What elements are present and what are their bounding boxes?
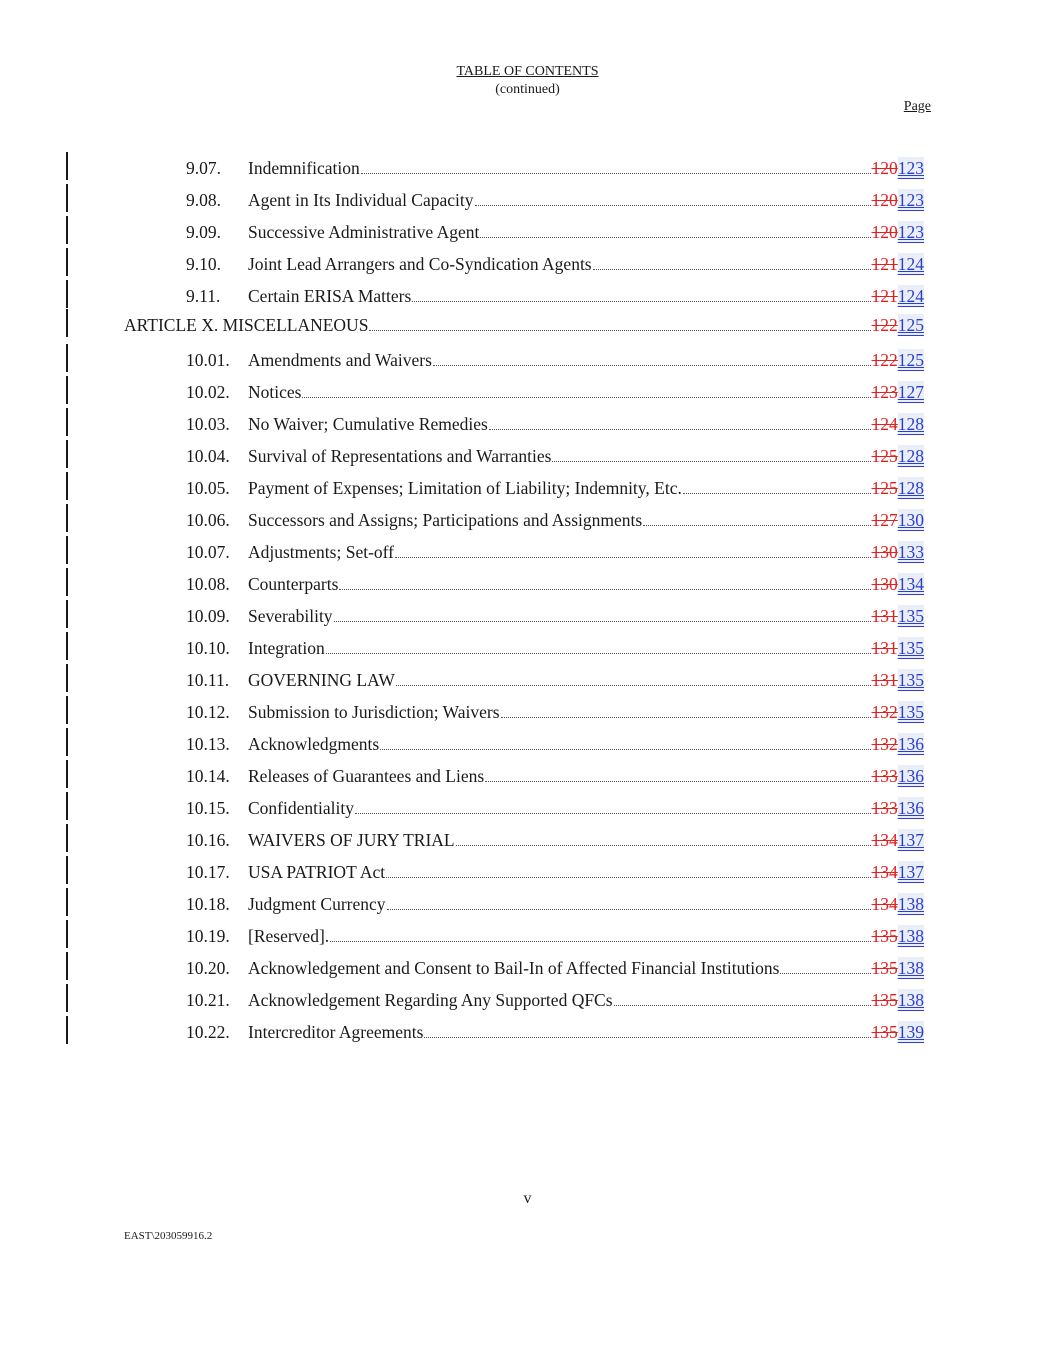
- dot-leader: [361, 173, 871, 174]
- deleted-page-number: 120: [871, 158, 898, 178]
- toc-entry: [0, 701, 1055, 723]
- revision-bar: [66, 408, 68, 436]
- deleted-page-number: 135: [871, 990, 898, 1010]
- revision-bar: [66, 152, 68, 180]
- toc-entry-number: 10.04.: [186, 446, 230, 466]
- toc-entry-title[interactable]: Releases of Guarantees and Liens: [248, 766, 485, 786]
- toc-entry-number: 9.10.: [186, 254, 221, 274]
- toc-entry-title[interactable]: Acknowledgments: [248, 734, 380, 754]
- inserted-page-number[interactable]: 135: [897, 638, 924, 658]
- toc-entry-title[interactable]: Counterparts: [248, 574, 339, 594]
- toc-entry-number: 10.11.: [186, 670, 230, 690]
- toc-entry-line[interactable]: [248, 285, 924, 307]
- toc-entry-title[interactable]: Payment of Expenses; Limitation of Liability; Indemnity, Etc.: [248, 478, 682, 498]
- toc-entry-title[interactable]: Successive Administrative Agent: [248, 222, 480, 242]
- deleted-page-number: 125: [871, 446, 898, 466]
- toc-entry-number: 10.14.: [186, 766, 230, 786]
- toc-entry-number: 10.15.: [186, 798, 230, 818]
- toc-entry-number: 10.21.: [186, 990, 230, 1010]
- toc-entry-line[interactable]: [248, 637, 924, 659]
- toc-entry-line[interactable]: [248, 573, 924, 595]
- toc-entry-title[interactable]: ARTICLE X. MISCELLANEOUS: [124, 315, 369, 335]
- inserted-page-number[interactable]: 128: [897, 414, 924, 434]
- inserted-page-number[interactable]: 123: [897, 158, 924, 178]
- inserted-page-number[interactable]: 125: [897, 315, 924, 335]
- toc-entry: [0, 349, 1055, 371]
- dot-leader: [369, 330, 870, 331]
- inserted-page-number[interactable]: 134: [897, 574, 924, 594]
- dot-leader: [780, 973, 870, 974]
- inserted-page-number[interactable]: 123: [897, 190, 924, 210]
- dot-leader: [396, 685, 871, 686]
- dot-leader: [614, 1005, 871, 1006]
- dot-leader: [326, 653, 871, 654]
- deleted-page-number: 135: [871, 958, 898, 978]
- revision-bar: [66, 664, 68, 692]
- toc-entry-title[interactable]: Certain ERISA Matters: [248, 286, 412, 306]
- toc-entry-number: 10.13.: [186, 734, 230, 754]
- toc-entry-number: 10.03.: [186, 414, 230, 434]
- deleted-page-number: 132: [871, 734, 898, 754]
- toc-entry-title[interactable]: Acknowledgement and Consent to Bail-In of Affected Financial Institutions: [248, 958, 780, 978]
- deleted-page-number: 122: [871, 315, 898, 335]
- inserted-page-number[interactable]: 124: [897, 286, 924, 306]
- toc-entry-title[interactable]: Severability: [248, 606, 333, 626]
- toc-entry-number: 10.19.: [186, 926, 230, 946]
- toc-entry-number: 9.08.: [186, 190, 221, 210]
- toc-entry: [0, 957, 1055, 979]
- deleted-page-number: 134: [871, 894, 898, 914]
- toc-entry-line[interactable]: [248, 861, 924, 883]
- dot-leader: [424, 1037, 870, 1038]
- revision-bar: [66, 984, 68, 1012]
- dot-leader: [386, 877, 870, 878]
- toc-entry-line[interactable]: [248, 925, 924, 947]
- toc-entry: [0, 285, 1055, 307]
- toc-entry: [0, 829, 1055, 851]
- dot-leader: [552, 461, 870, 462]
- dot-leader: [593, 269, 871, 270]
- deleted-page-number: 133: [871, 766, 898, 786]
- toc-entry: [0, 733, 1055, 755]
- toc-entry-number: 9.07.: [186, 158, 221, 178]
- toc-entry-title[interactable]: Acknowledgement Regarding Any Supported QFCs: [248, 990, 613, 1010]
- inserted-page-number[interactable]: 138: [897, 894, 924, 914]
- toc-entry-line[interactable]: [248, 349, 924, 371]
- toc-entry: [0, 861, 1055, 883]
- document-id: EAST\203059916.2: [124, 1230, 213, 1242]
- toc-entry-line[interactable]: [248, 797, 924, 819]
- deleted-page-number: 131: [871, 638, 898, 658]
- dot-leader: [339, 589, 870, 590]
- deleted-page-number: 122: [871, 350, 898, 370]
- deleted-page-number: 120: [871, 222, 898, 242]
- toc-entry-title[interactable]: Amendments and Waivers: [248, 350, 432, 370]
- revision-bar: [66, 309, 68, 337]
- toc-entry-number: 10.06.: [186, 510, 230, 530]
- dot-leader: [489, 429, 871, 430]
- toc-entry-title[interactable]: Intercreditor Agreements: [248, 1022, 424, 1042]
- toc-entry-title[interactable]: Successors and Assigns; Participations and Assignments: [248, 510, 643, 530]
- page-column-label: Page: [903, 99, 931, 114]
- toc-entry-line[interactable]: [248, 541, 924, 563]
- toc-entry-line[interactable]: [248, 381, 924, 403]
- toc-entry-title[interactable]: Judgment Currency: [248, 894, 386, 914]
- toc-entry-line[interactable]: [248, 605, 924, 627]
- deleted-page-number: 127: [871, 510, 898, 530]
- dot-leader: [330, 941, 870, 942]
- inserted-page-number[interactable]: 135: [897, 606, 924, 626]
- toc-entry-title[interactable]: WAIVERS OF JURY TRIAL: [248, 830, 455, 850]
- toc-article-heading: [0, 314, 1055, 336]
- deleted-page-number: 134: [871, 830, 898, 850]
- toc-entry-line[interactable]: [124, 314, 924, 336]
- toc-subtitle: (continued): [495, 82, 560, 97]
- toc-entry: [0, 253, 1055, 275]
- revision-bar: [66, 792, 68, 820]
- toc-entry-title[interactable]: USA PATRIOT Act: [248, 862, 386, 882]
- toc-entry-title[interactable]: [Reserved].: [248, 926, 330, 946]
- inserted-page-number[interactable]: 135: [897, 670, 924, 690]
- toc-entry-number: 9.11.: [186, 286, 221, 306]
- revision-bar: [66, 632, 68, 660]
- dot-leader: [355, 813, 871, 814]
- revision-bar: [66, 344, 68, 372]
- toc-entry: [0, 413, 1055, 435]
- toc-entry-title[interactable]: Submission to Jurisdiction; Waivers: [248, 702, 500, 722]
- toc-entry: [0, 189, 1055, 211]
- toc-entry-number: 10.01.: [186, 350, 230, 370]
- dot-leader: [475, 205, 871, 206]
- toc-entry-number: 10.17.: [186, 862, 230, 882]
- toc-entry: [0, 605, 1055, 627]
- inserted-page-number[interactable]: 136: [897, 734, 924, 754]
- dot-leader: [643, 525, 870, 526]
- toc-entry-line[interactable]: [248, 445, 924, 467]
- revision-bar: [66, 248, 68, 276]
- toc-entry: [0, 509, 1055, 531]
- toc-entry: [0, 669, 1055, 691]
- inserted-page-number[interactable]: 128: [897, 446, 924, 466]
- revision-bar: [66, 824, 68, 852]
- dot-leader: [456, 845, 871, 846]
- inserted-page-number[interactable]: 124: [897, 254, 924, 274]
- toc-entry-line[interactable]: [248, 253, 924, 275]
- revision-bar: [66, 600, 68, 628]
- deleted-page-number: 132: [871, 702, 898, 722]
- deleted-page-number: 135: [871, 1022, 898, 1042]
- dot-leader: [683, 493, 871, 494]
- revision-bar: [66, 952, 68, 980]
- inserted-page-number[interactable]: 133: [897, 542, 924, 562]
- toc-entry-title[interactable]: No Waiver; Cumulative Remedies: [248, 414, 488, 434]
- toc-entry-number: 10.02.: [186, 382, 230, 402]
- toc-entry-line[interactable]: [248, 157, 924, 179]
- revision-bar: [66, 728, 68, 756]
- revision-bar: [66, 568, 68, 596]
- toc-entry: [0, 221, 1055, 243]
- toc-entry-line[interactable]: [248, 477, 924, 499]
- inserted-page-number[interactable]: 128: [897, 478, 924, 498]
- toc-entry-line[interactable]: [248, 413, 924, 435]
- deleted-page-number: 130: [871, 574, 898, 594]
- revision-bar: [66, 504, 68, 532]
- toc-entry: [0, 1021, 1055, 1043]
- inserted-page-number[interactable]: 125: [897, 350, 924, 370]
- revision-bar: [66, 280, 68, 308]
- inserted-page-number[interactable]: 138: [897, 926, 924, 946]
- toc-entry-title[interactable]: Notices: [248, 382, 302, 402]
- revision-bar: [66, 696, 68, 724]
- toc-entry-line[interactable]: [248, 733, 924, 755]
- toc-entry-line[interactable]: [248, 989, 924, 1011]
- toc-entry-number: 10.12.: [186, 702, 230, 722]
- toc-entry-number: 10.09.: [186, 606, 230, 626]
- deleted-page-number: 125: [871, 478, 898, 498]
- dot-leader: [485, 781, 870, 782]
- deleted-page-number: 121: [871, 254, 898, 274]
- deleted-page-number: 124: [871, 414, 898, 434]
- toc-entry-line[interactable]: [248, 221, 924, 243]
- deleted-page-number: 131: [871, 606, 898, 626]
- toc-entry-title[interactable]: Joint Lead Arrangers and Co-Syndication Agents: [248, 254, 592, 274]
- deleted-page-number: 120: [871, 190, 898, 210]
- inserted-page-number[interactable]: 136: [897, 798, 924, 818]
- toc-entry: [0, 989, 1055, 1011]
- toc-entry-title[interactable]: Survival of Representations and Warranties: [248, 446, 552, 466]
- toc-entry-number: 9.09.: [186, 222, 221, 242]
- toc-entry-line[interactable]: [248, 509, 924, 531]
- revision-bar: [66, 856, 68, 884]
- toc-entry-number: 10.18.: [186, 894, 230, 914]
- toc-entry-number: 10.10.: [186, 638, 230, 658]
- revision-bar: [66, 184, 68, 212]
- dot-leader: [433, 365, 871, 366]
- toc-entry: [0, 765, 1055, 787]
- toc-entry-title[interactable]: GOVERNING LAW: [248, 670, 395, 690]
- toc-entry: [0, 573, 1055, 595]
- toc-entry-line[interactable]: [248, 701, 924, 723]
- toc-entry: [0, 445, 1055, 467]
- toc-entry: [0, 381, 1055, 403]
- dot-leader: [387, 909, 871, 910]
- toc-entry-number: 10.20.: [186, 958, 230, 978]
- toc-entry-title[interactable]: Agent in Its Individual Capacity: [248, 190, 474, 210]
- deleted-page-number: 121: [871, 286, 898, 306]
- inserted-page-number[interactable]: 139: [897, 1022, 924, 1042]
- revision-bar: [66, 536, 68, 564]
- toc-entry-number: 10.05.: [186, 478, 230, 498]
- toc-title: TABLE OF CONTENTS: [456, 64, 599, 79]
- inserted-page-number[interactable]: 123: [897, 222, 924, 242]
- toc-entry-title[interactable]: Integration: [248, 638, 325, 658]
- toc-entry: [0, 797, 1055, 819]
- toc-entry-line[interactable]: [248, 669, 924, 691]
- page-number: v: [523, 1190, 532, 1207]
- toc-entry: [0, 637, 1055, 659]
- toc-entry-title[interactable]: Adjustments; Set-off: [248, 542, 394, 562]
- deleted-page-number: 123: [871, 382, 898, 402]
- toc-entry-line[interactable]: [248, 765, 924, 787]
- toc-entry-number: 10.16.: [186, 830, 230, 850]
- dot-leader: [501, 717, 871, 718]
- toc-entry-line[interactable]: [248, 893, 924, 915]
- revision-bar: [66, 760, 68, 788]
- inserted-page-number[interactable]: 137: [897, 830, 924, 850]
- inserted-page-number[interactable]: 135: [897, 702, 924, 722]
- dot-leader: [380, 749, 870, 750]
- dot-leader: [412, 301, 870, 302]
- toc-entry: [0, 893, 1055, 915]
- dot-leader: [395, 557, 871, 558]
- toc-entry: [0, 925, 1055, 947]
- revision-bar: [66, 440, 68, 468]
- toc-entry-line[interactable]: [248, 957, 924, 979]
- toc-entry: [0, 541, 1055, 563]
- revision-bar: [66, 376, 68, 404]
- revision-bar: [66, 920, 68, 948]
- dot-leader: [302, 397, 870, 398]
- dot-leader: [480, 237, 870, 238]
- deleted-page-number: 131: [871, 670, 898, 690]
- deleted-page-number: 133: [871, 798, 898, 818]
- toc-entry-title[interactable]: Indemnification: [248, 158, 360, 178]
- toc-entry-number: 10.07.: [186, 542, 230, 562]
- dot-leader: [334, 621, 871, 622]
- revision-bar: [66, 888, 68, 916]
- inserted-page-number[interactable]: 138: [897, 990, 924, 1010]
- toc-entry-line[interactable]: [248, 829, 924, 851]
- toc-entry-line[interactable]: [248, 1021, 924, 1043]
- revision-bar: [66, 472, 68, 500]
- toc-entry-number: 10.22.: [186, 1022, 230, 1042]
- toc-entry: [0, 477, 1055, 499]
- revision-bar: [66, 216, 68, 244]
- toc-entry: [0, 157, 1055, 179]
- inserted-page-number[interactable]: 137: [897, 862, 924, 882]
- inserted-page-number[interactable]: 127: [897, 382, 924, 402]
- toc-entry-line[interactable]: [248, 189, 924, 211]
- toc-entry-title[interactable]: Confidentiality: [248, 798, 354, 818]
- inserted-page-number[interactable]: 138: [897, 958, 924, 978]
- toc-entry-number: 10.08.: [186, 574, 230, 594]
- deleted-page-number: 134: [871, 862, 898, 882]
- inserted-page-number[interactable]: 130: [897, 510, 924, 530]
- deleted-page-number: 130: [871, 542, 898, 562]
- revision-bar: [66, 1016, 68, 1044]
- inserted-page-number[interactable]: 136: [897, 766, 924, 786]
- deleted-page-number: 135: [871, 926, 898, 946]
